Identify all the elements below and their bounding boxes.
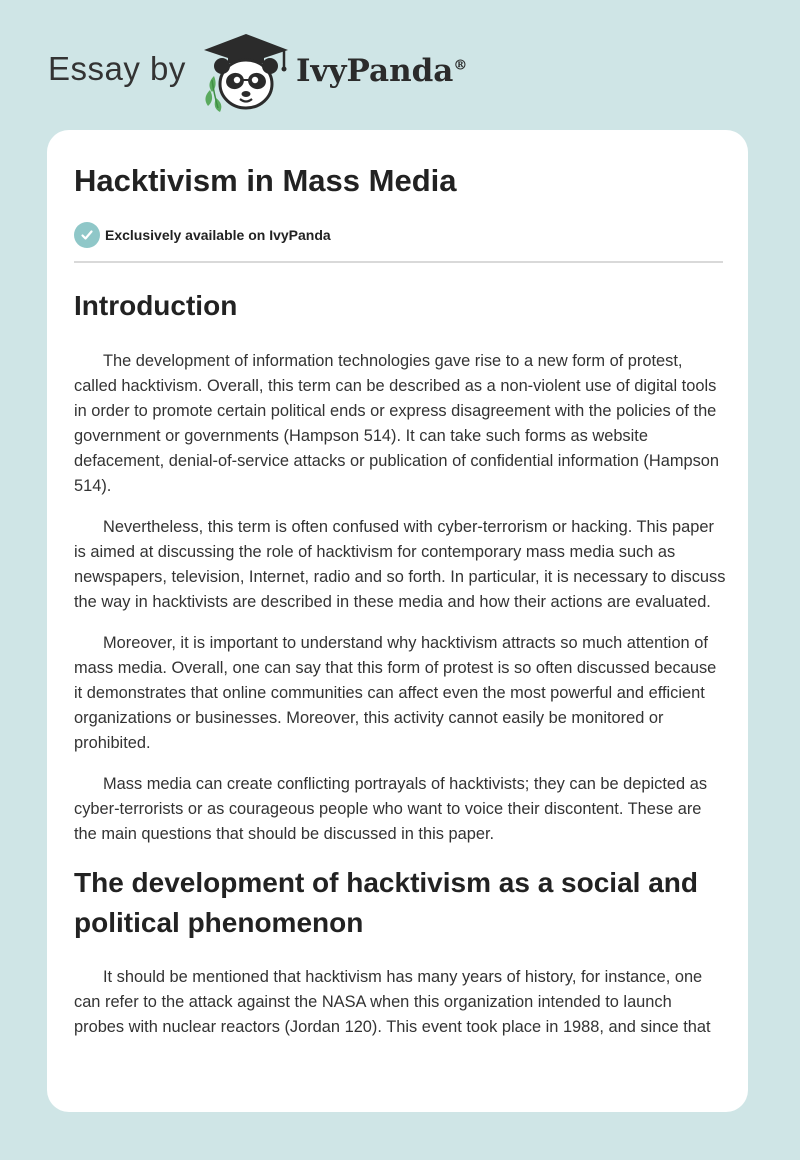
essay-body [74,280,726,1056]
paragraph: It should be mentioned that hacktivism has many years of history, for instance, one can refer to the attack against the NASA when this organization intended to launch probes with nuclear reactors (Jordan 120). This event took place in 1988, and since that [74,968,711,1036]
section-heading-introduction: Introduction [74,290,238,321]
paragraph: Mass media can create conflicting portrayals of hacktivists; they can be depicted as cyber-terrorists or as courageous people who want to voice their discontent. These are the main questions that should be discussed in this paper. [74,775,708,843]
brand-name-text: IvyPanda [296,53,454,89]
site-header [0,0,800,130]
essay-by-label: Essay by [48,50,186,87]
check-icon [74,222,100,248]
brand-name[interactable] [296,53,467,89]
exclusive-badge [74,222,331,248]
divider [74,261,723,263]
registered-mark: ® [453,57,468,74]
ivypanda-logo-icon[interactable] [198,28,294,114]
paragraph: Moreover, it is important to understand why hacktivism attracts so much attention of mass media. Overall, one can say that this form of protest is so often discussed because it demonstrates that online communities can affect even the most powerful and efficient organizations or businesses. Moreover, this activity cannot easily be monitored or prohibited. [74,634,717,752]
paragraph: The development of information technologies gave rise to a new form of protest, called hacktivism. Overall, this term can be described as a non-violent use of digital tools in order to promote certain political ends or express disagreement with the policies of the government or governments (Hampson 514). It can take such forms as website defacement, denial-of-service attacks or publication of confidential information (Hampson 514). [74,352,720,495]
section-heading-development: The development of hacktivism as a social and political phenomenon [74,867,698,938]
essay-card [47,130,748,1112]
page-title: Hacktivism in Mass Media [74,163,457,198]
paragraph: Nevertheless, this term is often confused with cyber-terrorism or hacking. This paper is aimed at discussing the role of hacktivism for contemporary mass media such as newspapers, television, Internet, radio and so forth. In particular, it is necessary to discuss the way in hacktivists are described in these media and how their actions are evaluated. [74,518,726,611]
badge-text: Exclusively available on IvyPanda [105,227,331,243]
